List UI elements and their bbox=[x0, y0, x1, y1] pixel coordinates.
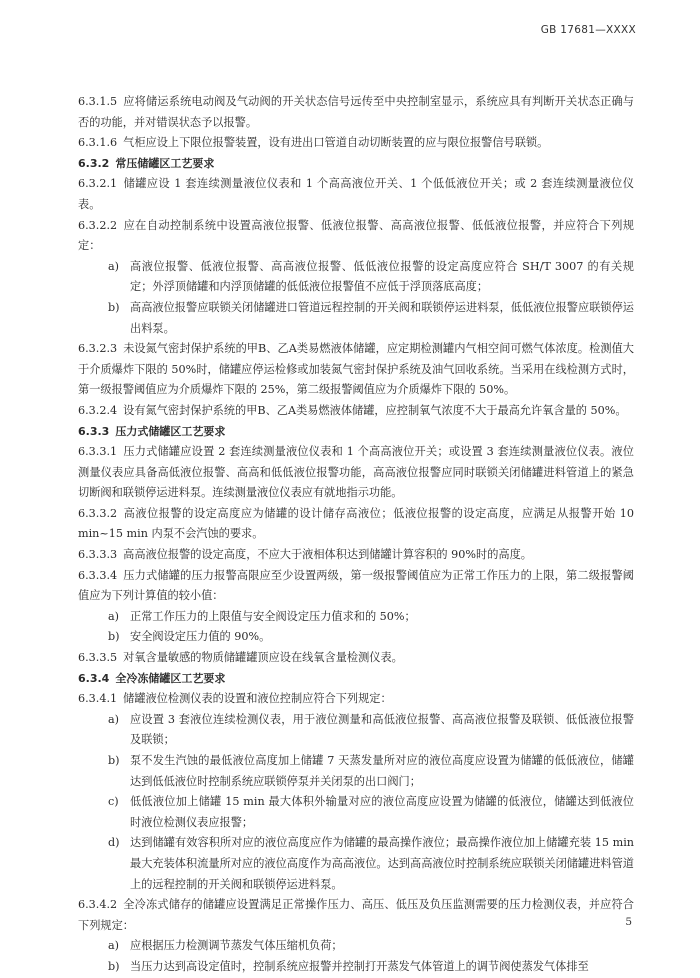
clause-paragraph bbox=[78, 545, 634, 566]
list-item bbox=[78, 257, 634, 298]
list-item-label: c) bbox=[108, 795, 119, 809]
clause-paragraph bbox=[78, 174, 634, 215]
clause-number: 6.3.2.3 bbox=[78, 342, 118, 356]
list-item-text: 泵不发生汽蚀的最低液位高度加上储罐 7 天蒸发量所对应的液位高度应设置为储罐的低低液位，储罐达到低低液位时控制系统应联锁停泵并关闭泵的出口阀门； bbox=[130, 754, 634, 788]
list-item-label: b) bbox=[108, 300, 120, 314]
list-item bbox=[78, 298, 634, 339]
clause-text: 全冷冻式储存的储罐应设置满足正常操作压力、高压、低压及负压监测需要的压力检测仪表，并应符合下列规定： bbox=[78, 898, 634, 932]
list-item-text: 正常工作压力的上限值与安全阀设定压力值求和的 50%； bbox=[130, 609, 416, 623]
list-item-text: 高高液位报警应联锁关闭储罐进口管道远程控制的开关阀和联锁停运进料泵，低低液位报警应联锁停运出料泵。 bbox=[130, 300, 634, 335]
list-item-text: 当压力达到高设定值时，控制系统应报警并控制打开蒸发气体管道上的调节阀使蒸发气体排至 bbox=[130, 959, 589, 973]
list-item-label: d) bbox=[108, 836, 120, 850]
clause-text: 储罐液位检测仪表的设置和液位控制应符合下列规定： bbox=[123, 692, 392, 706]
clause-paragraph bbox=[78, 689, 634, 710]
list-item-text: 安全阀设定压力值的 90%。 bbox=[130, 630, 271, 644]
list-item-label: b) bbox=[108, 630, 120, 644]
list-item-label: a) bbox=[108, 609, 120, 623]
clause-paragraph bbox=[78, 339, 634, 401]
list-item bbox=[78, 792, 634, 833]
clause-number: 6.3.1.6 bbox=[78, 136, 118, 150]
clause-paragraph bbox=[78, 895, 634, 936]
clause-number: 6.3.3.4 bbox=[78, 568, 118, 582]
clause-number: 6.3.3.1 bbox=[78, 445, 118, 459]
clause-number: 6.3.3.5 bbox=[78, 651, 118, 665]
list-item bbox=[78, 751, 634, 792]
clause-text: 高液位报警的设定高度应为储罐的设计储存高液位；低液位报警的设定高度，应满足从报警开始 10 min~15 min 内泵不会汽蚀的要求。 bbox=[78, 506, 634, 541]
clause-number: 6.3.4 bbox=[78, 671, 110, 685]
clause-paragraph bbox=[78, 566, 634, 607]
list-item-label: a) bbox=[108, 712, 120, 726]
clause-number: 6.3.1.5 bbox=[78, 95, 118, 108]
clause-paragraph bbox=[78, 504, 634, 545]
list-item bbox=[78, 607, 634, 628]
clause-paragraph bbox=[78, 648, 634, 669]
clause-text: 气柜应设上下限位报警装置，设有进出口管道自动切断装置的应与限位报警信号联锁。 bbox=[123, 136, 549, 150]
clause-paragraph bbox=[78, 216, 634, 257]
document-body bbox=[78, 92, 634, 978]
list-item-label: a) bbox=[108, 939, 120, 953]
clause-number: 6.3.2.1 bbox=[78, 177, 118, 191]
clause-text: 应在自动控制系统中设置高液位报警、低液位报警、高高液位报警、低低液位报警，并应符合下列规定： bbox=[78, 218, 634, 253]
list-item-text: 低低液位加上储罐 15 min 最大体积外输量对应的液位高度应设置为储罐的低液位，储罐达到低液位时液位检测仪表应报警； bbox=[130, 795, 634, 829]
clause-text: 压力式储罐区工艺要求 bbox=[115, 424, 226, 438]
clause-text: 压力式储罐的压力报警高限应至少设置两级，第一级报警阈值应为正常工作压力的上限，第二级报警阈值应为下列计算值的较小值： bbox=[78, 568, 634, 603]
clause-text: 压力式储罐应设置 2 套连续测量液位仪表和 1 个高高液位开关；或设置 3 套连续测量液位仪表。液位测量仪表应具备高低液位报警、高高和低低液位报警功能，高高液位报警应同时联锁关闭储罐进料管道上的紧急切断阀和联锁停运进料泵。连续测量液位仪表应有就地指示功能。 bbox=[78, 445, 634, 500]
clause-number: 6.3.2.2 bbox=[78, 218, 118, 232]
clause-paragraph bbox=[78, 401, 634, 422]
clause-paragraph bbox=[78, 442, 634, 504]
list-item bbox=[78, 627, 634, 648]
clause-paragraph bbox=[78, 133, 634, 154]
list-item-text: 应根据压力检测调节蒸发气体压缩机负荷； bbox=[130, 939, 343, 953]
section-heading bbox=[78, 154, 634, 175]
clause-text: 未设氮气密封保护系统的甲B、乙A类易燃液体储罐，应定期检测罐内气相空间可燃气体浓度。检测值大于介质爆炸下限的 50%时，储罐应停运检修或加装氮气密封保护系统及油气回收系统。当采用在线检测方式时，第一级报警阈值应为介质爆炸下限的 25%，第二级报警阈值应为介质爆炸下限的 50%。 bbox=[78, 342, 634, 397]
clause-number: 6.3.3.2 bbox=[78, 506, 118, 520]
list-item-text: 高液位报警、低液位报警、高高液位报警、低低液位报警的设定高度应符合 SH/T 3007 的有关规定；外浮顶储罐和内浮顶储罐的低低液位报警值不应低于浮顶落底高度； bbox=[130, 259, 634, 294]
section-heading bbox=[78, 422, 634, 443]
list-item bbox=[78, 833, 634, 895]
clause-text: 对氧含量敏感的物质储罐罐顶应设在线氧含量检测仪表。 bbox=[123, 651, 403, 665]
clause-number: 6.3.2 bbox=[78, 156, 110, 170]
clause-number: 6.3.2.4 bbox=[78, 403, 118, 417]
clause-text: 高高液位报警的设定高度，不应大于液相体积达到储罐计算容积的 90%时的高度。 bbox=[123, 548, 532, 562]
page-number: 5 bbox=[625, 916, 632, 928]
list-item-label: a) bbox=[108, 259, 120, 273]
clause-text: 常压储罐区工艺要求 bbox=[115, 156, 215, 170]
clause-text: 储罐应设 1 套连续测量液位仪表和 1 个高高液位开关、1 个低低液位开关；或 2 套连续测量液位仪表。 bbox=[78, 177, 634, 211]
clause-text: 全冷冻储罐区工艺要求 bbox=[115, 671, 226, 685]
clause-text: 应将储运系统电动阀及气动阀的开关状态信号远传至中央控制室显示，系统应具有判断开关状态正确与否的功能，并对错误状态予以报警。 bbox=[78, 95, 634, 129]
list-item bbox=[78, 957, 634, 978]
list-item-text: 应设置 3 套液位连续检测仪表，用于液位测量和高低液位报警、高高液位报警及联锁、低低液位报警及联锁； bbox=[130, 712, 634, 747]
list-item-text: 达到储罐有效容积所对应的液位高度应作为储罐的最高操作液位；最高操作液位加上储罐充装 15 min 最大充装体积流量所对应的液位高度作为高高液位。达到高高液位时控制系统应联锁关闭储罐进料管道上的远程控制的开关阀和联锁停运进料泵。 bbox=[130, 836, 634, 891]
list-item bbox=[78, 936, 634, 957]
clause-number: 6.3.4.2 bbox=[78, 898, 118, 912]
section-heading bbox=[78, 669, 634, 690]
standard-code-header: GB 17681—XXXX bbox=[540, 24, 636, 36]
list-item-label: b) bbox=[108, 959, 120, 973]
clause-number: 6.3.3.3 bbox=[78, 548, 118, 562]
clause-number: 6.3.4.1 bbox=[78, 692, 118, 706]
list-item bbox=[78, 710, 634, 751]
clause-text: 设有氮气密封保护系统的甲B、乙A类易燃液体储罐，应控制氧气浓度不大于最高允许氧含量的 50%。 bbox=[123, 403, 627, 417]
clause-number: 6.3.3 bbox=[78, 424, 110, 438]
clause-paragraph bbox=[78, 92, 634, 133]
list-item-label: b) bbox=[108, 754, 120, 767]
